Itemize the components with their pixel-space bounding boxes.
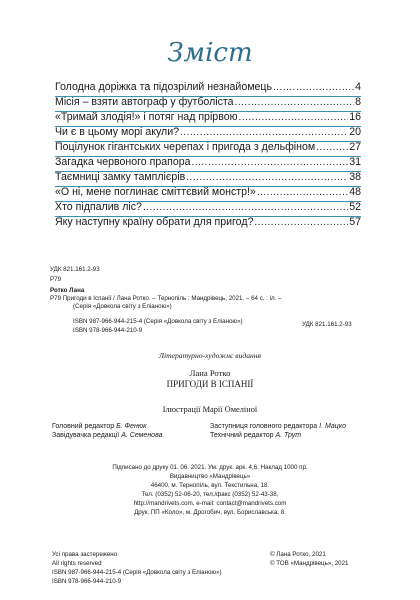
chief-editor-name: Б. Фенюк bbox=[116, 423, 147, 430]
toc-entry bbox=[55, 111, 361, 126]
toc-divider bbox=[55, 141, 361, 142]
toc-leader-dots bbox=[235, 97, 355, 108]
toc-entry bbox=[55, 126, 361, 141]
toc-entry-title: Загадка червоного прапора bbox=[55, 156, 191, 168]
book-author: Лана Ротко bbox=[189, 368, 231, 378]
deputy-name: І. Мацко bbox=[319, 423, 346, 430]
head-name: А. Семенова bbox=[121, 432, 163, 439]
toc-divider bbox=[55, 186, 361, 187]
toc-entry bbox=[55, 141, 361, 156]
imprint-line: Друк. ПП «Коло», м. Дрогобич, вул. Бориславська, 8. bbox=[134, 509, 286, 516]
udk-code: УДК 821.161.2-93 bbox=[50, 266, 100, 273]
toc-entry-title: Чи є в цьому морі акули? bbox=[55, 126, 180, 138]
tech-name: А. Трут bbox=[275, 432, 302, 439]
toc-entry bbox=[55, 216, 361, 231]
toc-entry-title: Хто підпалив ліс? bbox=[55, 201, 142, 213]
toc-leader-dots bbox=[254, 217, 348, 228]
catalog-series: (Серія «Довкола світу з Еліаною») bbox=[73, 303, 172, 310]
author-code: Р79 bbox=[50, 276, 62, 283]
toc-entry bbox=[55, 96, 361, 111]
rights-line: All rights reserved bbox=[52, 560, 102, 567]
toc-leader-dots bbox=[273, 82, 354, 93]
imprint-line: Тел. (0352) 52-06-20, тел./факс (0352) 52-43-38, bbox=[141, 491, 279, 498]
catalog-isbn: ISBN 987-966-944-215-4 (Серія «Довкола світу з Еліаною») bbox=[73, 318, 243, 325]
toc-entry-page: 57 bbox=[349, 216, 361, 228]
tech-label: Технічний редактор bbox=[210, 432, 274, 439]
toc-leader-dots bbox=[180, 127, 348, 138]
toc-divider bbox=[55, 156, 361, 157]
toc-leader-dots bbox=[257, 187, 348, 198]
toc-entry-page: 16 bbox=[349, 111, 361, 123]
toc-entry-page: 31 bbox=[349, 156, 361, 168]
toc-entry-title: Місія – взяти автограф у футболіста bbox=[55, 96, 234, 108]
chief-editor-label: Головний редактор bbox=[52, 423, 115, 430]
toc-leader-dots bbox=[143, 202, 348, 213]
toc-divider bbox=[55, 171, 361, 172]
toc-divider bbox=[55, 111, 361, 112]
toc-entry-page: 38 bbox=[349, 171, 361, 183]
rights-line: Усі права застережено bbox=[52, 551, 118, 558]
toc-entry-page: 48 bbox=[349, 186, 361, 198]
toc-entry-title: «О ні, мене поглинає сміттєвий монстр!» bbox=[55, 186, 256, 198]
toc-entry-title: Поцілунок гігантських черепах і пригода з дельфіном bbox=[55, 141, 316, 153]
toc-entry bbox=[55, 201, 361, 216]
deputy-label: Заступниця головного редактора bbox=[210, 423, 318, 430]
toc-entry-title: Таємниці замку тамплієрів bbox=[55, 171, 186, 183]
toc-entry bbox=[55, 171, 361, 186]
copyright-line: © ТОВ «Мандрівець», 2021 bbox=[270, 560, 349, 567]
illustrations-credit: Ілюстрації Марії Омеліної bbox=[162, 405, 258, 414]
edition-type: Літературно-художнє видання bbox=[158, 351, 262, 360]
footer-isbn: ISBN 987-966-944-215-4 (Серія «Довкола світу з Еліаною») bbox=[52, 569, 222, 576]
toc-divider bbox=[55, 126, 361, 127]
toc-entry-page: 4 bbox=[355, 81, 361, 93]
toc-divider bbox=[55, 96, 361, 97]
catalog-isbn: ISBN 978-966-944-210-9 bbox=[73, 327, 143, 334]
toc-leader-dots bbox=[239, 112, 349, 123]
toc-entry bbox=[55, 186, 361, 201]
footer-isbn: ISBN 978-966-944-210-9 bbox=[52, 578, 122, 585]
imprint-line: 46400, м. Тернопіль, вул. Текстильна, 18. bbox=[150, 482, 270, 489]
toc-entry-page: 8 bbox=[355, 96, 361, 108]
toc-entry-page: 27 bbox=[349, 141, 361, 153]
toc-leader-dots bbox=[186, 172, 348, 183]
catalog-author: Ротко Лана bbox=[50, 287, 85, 294]
table-of-contents bbox=[55, 81, 361, 231]
chief-editor bbox=[52, 422, 146, 431]
book-title: ПРИГОДИ В ІСПАНІЇ bbox=[166, 379, 254, 389]
toc-entry-page: 52 bbox=[349, 201, 361, 213]
toc-divider bbox=[55, 201, 361, 202]
toc-leader-dots bbox=[192, 157, 349, 168]
toc-leader-dots bbox=[316, 142, 348, 153]
toc-entry bbox=[55, 156, 361, 171]
toc-entry-title: «Тримай злодія!» і потяг над прірвою bbox=[55, 111, 238, 123]
toc-divider bbox=[55, 216, 361, 217]
page-title: Зміст bbox=[167, 38, 253, 68]
head-label: Завідувачка редакції bbox=[52, 432, 120, 439]
imprint-line: http://mandrivets.com, e-mail: contact@mandrivets.com bbox=[133, 500, 287, 507]
toc-entry-title: Голодна доріжка та підозрілий незнайомець bbox=[55, 81, 272, 93]
deputy-editor bbox=[210, 422, 346, 431]
copyright-line: © Лана Ротко, 2021 bbox=[270, 551, 326, 558]
udk-code-right: УДК 821.161.2-93 bbox=[302, 321, 352, 328]
head-of-editorial bbox=[52, 431, 162, 440]
imprint-line: Видавництво «Мандрівець» bbox=[169, 473, 251, 480]
toc-entry-title: Яку наступну країну обрати для пригод? bbox=[55, 216, 254, 228]
toc-entry bbox=[55, 81, 361, 96]
catalog-description: Р79 Пригоди в Іспанії / Лана Ротко. – Тернопіль : Мандрівець, 2021. – 64 с. : іл. – bbox=[50, 295, 282, 302]
technical-editor bbox=[210, 431, 301, 440]
toc-entry-page: 20 bbox=[349, 126, 361, 138]
imprint-line: Підписано до друку 01. 06. 2021. Ум. друк. арк. 4,6. Наклад 1000 пр. bbox=[112, 464, 308, 471]
